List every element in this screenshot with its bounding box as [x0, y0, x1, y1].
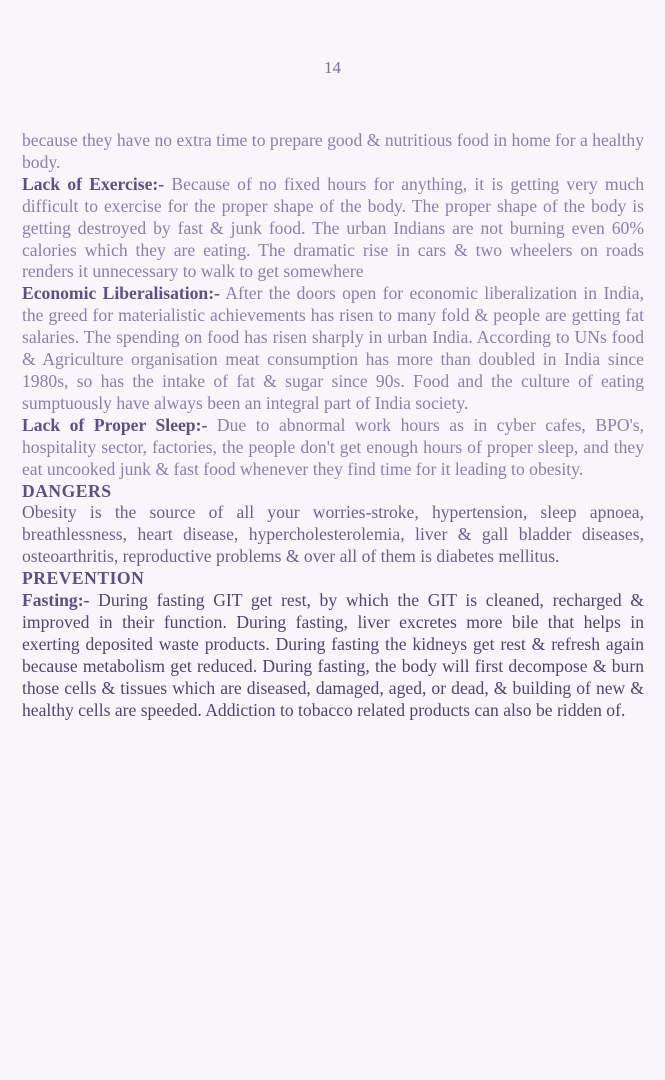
paragraph-text: because they have no extra time to prepare good & nutritious food in home for a healthy body. — [22, 130, 644, 172]
heading-dangers: DANGERS — [22, 480, 112, 501]
paragraph-text: During fasting GIT get rest, by which the GIT is cleaned, recharged & improved in their function. During fasting, liver excretes more bile that helps in exerting deposited waste products. During fasting the kidneys get rest & refresh again because metabolism get reduced. During fasting, the body will first decompose & burn those cells & tissues which are diseased, damaged, aged, or dead, & building of new & healthy cells are speeded. Addiction to tobacco related products can also be ridden of. — [22, 590, 644, 720]
paragraph-dangers — [22, 502, 644, 568]
page-number: 14 — [324, 58, 341, 77]
term-fasting: Fasting:- — [22, 590, 90, 611]
paragraph-continuation — [22, 130, 644, 174]
paragraph-text: After the doors open for economic liberalization in India, the greed for materialistic achievements has risen to many fold & people are getting fat salaries. The spending on food has risen sharply in urban India. According to UNs food & Agriculture organisation meat consumption has more than doubled in India since 1980s, so has the intake of fat & sugar since 90s. Food and the culture of eating sumptuously have always been an integral part of India society. — [22, 283, 644, 413]
paragraph-economic-liberalisation — [22, 283, 644, 414]
term-economic-liberalisation: Economic Liberalisation:- — [22, 283, 220, 304]
page-content — [22, 130, 644, 721]
heading-prevention: PREVENTION — [22, 568, 145, 589]
paragraph-fasting — [22, 590, 644, 721]
paragraph-text: Because of no fixed hours for anything, it is getting very much difficult to exercise for the proper shape of the body. The proper shape of the body is getting destroyed by fast & junk food. The urban Indians are not burning even 60% calories which they are eating. The dramatic rise in cars & two wheelers on roads renders it unnecessary to walk to get somewhere — [22, 173, 644, 282]
paragraph-lack-of-proper-sleep — [22, 415, 644, 481]
paragraph-lack-of-exercise — [22, 174, 644, 284]
paragraph-text: Due to abnormal work hours as in cyber cafes, BPO's, hospitality sector, factories, the people don't get enough hours of proper sleep, and they eat uncooked junk & fast food whenever they find time for it leading to obesity. — [22, 414, 645, 479]
term-lack-of-exercise: Lack of Exercise:- — [22, 173, 165, 194]
term-lack-of-proper-sleep: Lack of Proper Sleep:- — [22, 414, 208, 435]
paragraph-text: Obesity is the source of all your worries-stroke, hypertension, sleep apnoea, breathlessness, heart disease, hypercholesterolemia, liver & gall bladder diseases, osteoarthritis, reproductive problems & over all of them is diabetes mellitus. — [22, 502, 644, 567]
